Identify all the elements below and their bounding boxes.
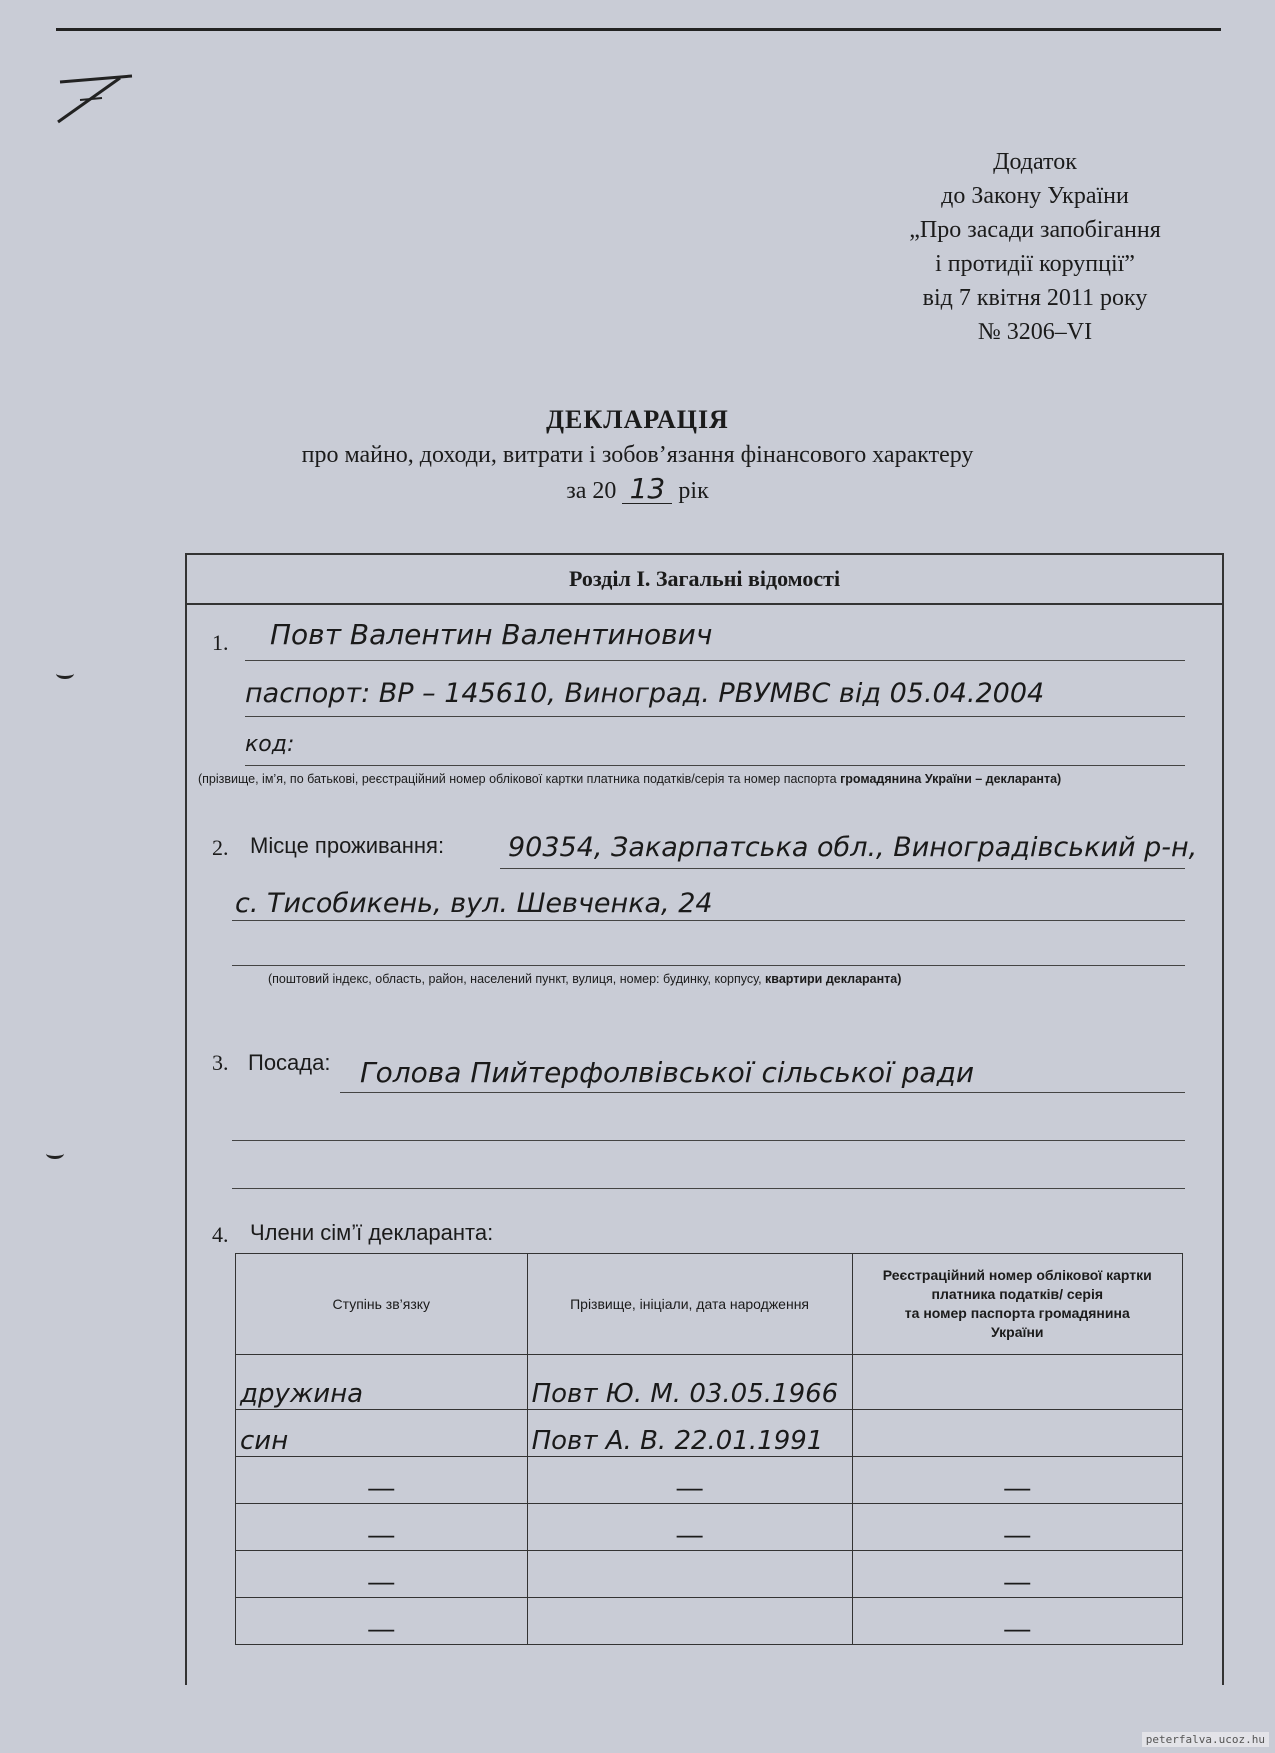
- declarant-name: Повт Валентин Валентинович: [270, 618, 713, 651]
- item-number: 4.: [212, 1222, 229, 1247]
- item-number: 2.: [212, 835, 229, 860]
- item-number: 3.: [212, 1050, 229, 1075]
- item2-caption: (поштовий індекс, область, район, населений пункт, вулиця, номер: будинку, корпусу, квартири декларанта): [268, 972, 902, 986]
- table-row: [236, 1457, 1183, 1504]
- fill-line: [500, 868, 1185, 869]
- addendum-line: від 7 квітня 2011 року: [922, 285, 1148, 311]
- addendum-line: № 3206–VI: [977, 319, 1093, 345]
- document-subtitle: про майно, доходи, витрати і зобов’язання фінансового характеру: [301, 442, 974, 468]
- fill-line: [232, 1140, 1185, 1141]
- name-cell: [527, 1551, 852, 1598]
- year-prefix: за 20: [566, 478, 617, 504]
- year-value: 13: [622, 475, 672, 504]
- residence-line2: с. Тисобикень, вул. Шевченка, 24: [235, 888, 713, 919]
- reg-cell: [852, 1355, 1182, 1410]
- watermark: peterfalva.ucoz.hu: [1142, 1732, 1269, 1747]
- col-relation: Ступінь зв’язку: [236, 1254, 528, 1355]
- relation-cell: дружина: [236, 1355, 528, 1410]
- reg-cell: —: [852, 1598, 1182, 1645]
- year-suffix: рік: [678, 478, 709, 504]
- reg-cell: —: [852, 1457, 1182, 1504]
- table-row: [236, 1551, 1183, 1598]
- relation-cell: —: [236, 1551, 528, 1598]
- declaration-year: [0, 472, 1275, 505]
- top-rule: [56, 28, 1221, 31]
- position-value: Голова Пийтерфолвівської сільської ради: [360, 1056, 975, 1089]
- table-row: [236, 1598, 1183, 1645]
- residence-line1: 90354, Закарпатська обл., Виноградівський р-н,: [508, 832, 1198, 863]
- scan-margin-mark: [46, 1148, 64, 1159]
- fill-line: [245, 765, 1185, 766]
- scan-margin-mark: [56, 668, 74, 679]
- addendum-line: „Про засади запобігання: [909, 217, 1161, 243]
- table-row: [236, 1410, 1183, 1457]
- relation-cell: син: [236, 1410, 528, 1457]
- col-name: Прізвище, ініціали, дата народження: [527, 1254, 852, 1355]
- handwritten-page-number: [50, 70, 140, 130]
- relation-cell: —: [236, 1504, 528, 1551]
- fill-line: [340, 1092, 1185, 1093]
- addendum-line: до Закону України: [941, 183, 1129, 209]
- col-registration: Реєстраційний номер облікової картки платника податків/ серія та номер паспорта громадянина України: [852, 1254, 1182, 1355]
- name-cell: —: [527, 1504, 852, 1551]
- item1-caption: (прізвище, ім’я, по батькові, реєстраційний номер облікової картки платника податків/серія та номер паспорта громадянина України – декларанта): [198, 772, 1062, 786]
- addendum-line: Додаток: [993, 149, 1077, 175]
- name-cell: —: [527, 1457, 852, 1504]
- reg-cell: —: [852, 1504, 1182, 1551]
- law-addendum-header: [865, 145, 1205, 349]
- family-members-table: [235, 1253, 1183, 1645]
- section-heading: Розділ І. Загальні відомості: [187, 555, 1222, 605]
- reg-cell: —: [852, 1551, 1182, 1598]
- addendum-line: і протидії корупції”: [935, 251, 1135, 277]
- fill-line: [245, 716, 1185, 717]
- name-cell: [527, 1598, 852, 1645]
- family-label: Члени сім’ї декларанта:: [250, 1220, 494, 1245]
- passport-info: паспорт: ВР – 145610, Виноград. РВУМВС від 05.04.2004: [245, 678, 1045, 709]
- relation-cell: —: [236, 1457, 528, 1504]
- item-number: 1.: [212, 630, 229, 655]
- fill-line: [245, 660, 1185, 661]
- table-row: [236, 1355, 1183, 1410]
- fill-line: [232, 920, 1185, 921]
- tax-code-label: код:: [245, 732, 295, 757]
- name-cell: Повт А. В. 22.01.1991: [527, 1410, 852, 1457]
- table-header-row: [236, 1254, 1183, 1355]
- fill-line: [232, 1188, 1185, 1189]
- document-title: ДЕКЛАРАЦІЯ: [546, 405, 729, 434]
- fill-line: [232, 965, 1185, 966]
- table-row: [236, 1504, 1183, 1551]
- position-label: Посада:: [248, 1050, 331, 1075]
- residence-label: Місце проживання:: [250, 833, 445, 858]
- name-cell: Повт Ю. М. 03.05.1966: [527, 1355, 852, 1410]
- relation-cell: —: [236, 1598, 528, 1645]
- reg-cell: [852, 1410, 1182, 1457]
